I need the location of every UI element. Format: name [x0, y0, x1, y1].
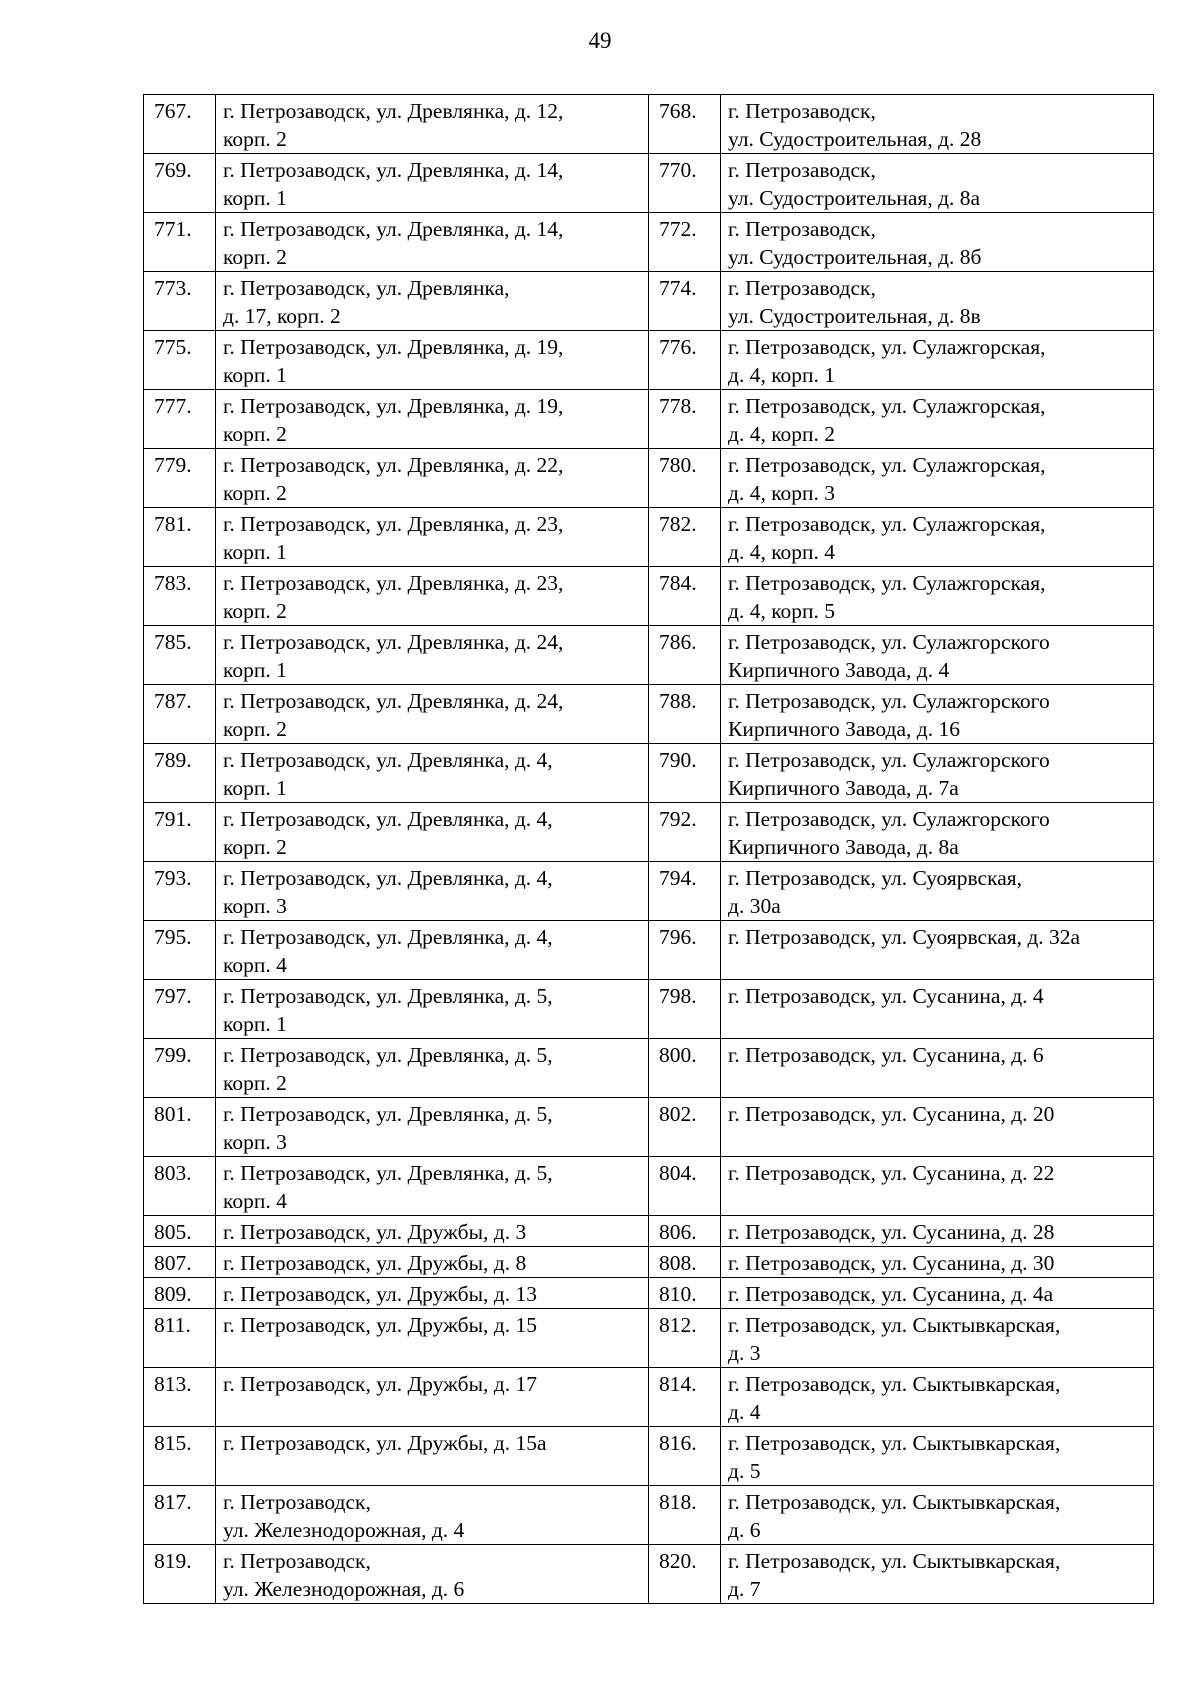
entry-number-cell: 816.	[649, 1427, 721, 1486]
entry-number-cell: 801.	[144, 1098, 216, 1157]
address-cell: г. Петрозаводск, ул. Древлянка, д. 4, корп. 4	[216, 921, 649, 980]
entry-number-cell: 780.	[649, 449, 721, 508]
address-cell: г. Петрозаводск, ул. Сулажгорская, д. 4, корп. 2	[721, 390, 1154, 449]
entry-number-cell: 782.	[649, 508, 721, 567]
entry-number-cell: 794.	[649, 862, 721, 921]
address-cell: г. Петрозаводск, ул. Древлянка, д. 14, корп. 2	[216, 213, 649, 272]
entry-number-cell: 777.	[144, 390, 216, 449]
address-cell: г. Петрозаводск, ул. Сусанина, д. 22	[721, 1157, 1154, 1216]
entry-number-cell: 804.	[649, 1157, 721, 1216]
entry-number-cell: 815.	[144, 1427, 216, 1486]
address-cell: г. Петрозаводск, ул. Железнодорожная, д. 6	[216, 1545, 649, 1604]
entry-number-cell: 791.	[144, 803, 216, 862]
entry-number-cell: 781.	[144, 508, 216, 567]
address-cell: г. Петрозаводск, ул. Дружбы, д. 15	[216, 1309, 649, 1368]
address-cell: г. Петрозаводск, ул. Судостроительная, д. 8б	[721, 213, 1154, 272]
address-cell: г. Петрозаводск, ул. Судостроительная, д. 8а	[721, 154, 1154, 213]
entry-number-cell: 787.	[144, 685, 216, 744]
address-table-body	[144, 95, 1154, 1604]
table-row	[144, 390, 1154, 449]
entry-number-cell: 796.	[649, 921, 721, 980]
entry-number-cell: 773.	[144, 272, 216, 331]
table-row	[144, 803, 1154, 862]
entry-number-cell: 798.	[649, 980, 721, 1039]
address-cell: г. Петрозаводск, ул. Древлянка, д. 5, корп. 1	[216, 980, 649, 1039]
table-row	[144, 626, 1154, 685]
address-table	[143, 94, 1154, 1604]
address-cell: г. Петрозаводск, ул. Сусанина, д. 4	[721, 980, 1154, 1039]
address-cell: г. Петрозаводск, ул. Суоярвская, д. 32а	[721, 921, 1154, 980]
entry-number-cell: 809.	[144, 1278, 216, 1309]
address-cell: г. Петрозаводск, ул. Железнодорожная, д. 4	[216, 1486, 649, 1545]
table-row	[144, 1216, 1154, 1247]
address-cell: г. Петрозаводск, ул. Древлянка, д. 23, корп. 1	[216, 508, 649, 567]
address-cell: г. Петрозаводск, ул. Древлянка, д. 19, корп. 2	[216, 390, 649, 449]
table-row	[144, 1098, 1154, 1157]
table-row	[144, 1486, 1154, 1545]
address-cell: г. Петрозаводск, ул. Сусанина, д. 30	[721, 1247, 1154, 1278]
address-cell: г. Петрозаводск, ул. Сусанина, д. 20	[721, 1098, 1154, 1157]
table-row	[144, 685, 1154, 744]
entry-number-cell: 771.	[144, 213, 216, 272]
table-row	[144, 1157, 1154, 1216]
entry-number-cell: 779.	[144, 449, 216, 508]
entry-number-cell: 820.	[649, 1545, 721, 1604]
entry-number-cell: 810.	[649, 1278, 721, 1309]
address-cell: г. Петрозаводск, ул. Древлянка, д. 4, корп. 2	[216, 803, 649, 862]
page-number: 49	[588, 28, 612, 53]
address-cell: г. Петрозаводск, ул. Древлянка, д. 5, корп. 4	[216, 1157, 649, 1216]
entry-number-cell: 813.	[144, 1368, 216, 1427]
address-cell: г. Петрозаводск, ул. Древлянка, д. 23, корп. 2	[216, 567, 649, 626]
entry-number-cell: 808.	[649, 1247, 721, 1278]
entry-number-cell: 811.	[144, 1309, 216, 1368]
entry-number-cell: 793.	[144, 862, 216, 921]
entry-number-cell: 770.	[649, 154, 721, 213]
address-cell: г. Петрозаводск, ул. Сулажгорского Кирпичного Завода, д. 16	[721, 685, 1154, 744]
entry-number-cell: 788.	[649, 685, 721, 744]
table-row	[144, 980, 1154, 1039]
address-cell: г. Петрозаводск, ул. Древлянка, д. 4, корп. 1	[216, 744, 649, 803]
entry-number-cell: 806.	[649, 1216, 721, 1247]
address-cell: г. Петрозаводск, ул. Древлянка, д. 22, корп. 2	[216, 449, 649, 508]
entry-number-cell: 803.	[144, 1157, 216, 1216]
entry-number-cell: 817.	[144, 1486, 216, 1545]
address-cell: г. Петрозаводск, ул. Древлянка, д. 17, корп. 2	[216, 272, 649, 331]
address-cell: г. Петрозаводск, ул. Сусанина, д. 4а	[721, 1278, 1154, 1309]
entry-number-cell: 778.	[649, 390, 721, 449]
table-row	[144, 272, 1154, 331]
address-cell: г. Петрозаводск, ул. Дружбы, д. 17	[216, 1368, 649, 1427]
address-cell: г. Петрозаводск, ул. Сыктывкарская, д. 3	[721, 1309, 1154, 1368]
address-cell: г. Петрозаводск, ул. Дружбы, д. 3	[216, 1216, 649, 1247]
address-cell: г. Петрозаводск, ул. Древлянка, д. 19, корп. 1	[216, 331, 649, 390]
entry-number-cell: 799.	[144, 1039, 216, 1098]
table-row	[144, 213, 1154, 272]
table-row	[144, 921, 1154, 980]
entry-number-cell: 785.	[144, 626, 216, 685]
entry-number-cell: 792.	[649, 803, 721, 862]
entry-number-cell: 790.	[649, 744, 721, 803]
address-cell: г. Петрозаводск, ул. Дружбы, д. 13	[216, 1278, 649, 1309]
entry-number-cell: 800.	[649, 1039, 721, 1098]
entry-number-cell: 774.	[649, 272, 721, 331]
address-cell: г. Петрозаводск, ул. Древлянка, д. 4, корп. 3	[216, 862, 649, 921]
entry-number-cell: 812.	[649, 1309, 721, 1368]
address-cell: г. Петрозаводск, ул. Сулажгорская, д. 4, корп. 1	[721, 331, 1154, 390]
table-row	[144, 1427, 1154, 1486]
address-cell: г. Петрозаводск, ул. Сулажгорского Кирпичного Завода, д. 7а	[721, 744, 1154, 803]
address-cell: г. Петрозаводск, ул. Сулажгорского Кирпичного Завода, д. 4	[721, 626, 1154, 685]
table-row	[144, 1247, 1154, 1278]
table-row	[144, 1309, 1154, 1368]
entry-number-cell: 807.	[144, 1247, 216, 1278]
address-cell: г. Петрозаводск, ул. Дружбы, д. 15а	[216, 1427, 649, 1486]
table-row	[144, 95, 1154, 154]
entry-number-cell: 784.	[649, 567, 721, 626]
table-row	[144, 744, 1154, 803]
entry-number-cell: 795.	[144, 921, 216, 980]
address-cell: г. Петрозаводск, ул. Дружбы, д. 8	[216, 1247, 649, 1278]
entry-number-cell: 783.	[144, 567, 216, 626]
table-row	[144, 567, 1154, 626]
entry-number-cell: 776.	[649, 331, 721, 390]
address-cell: г. Петрозаводск, ул. Суоярвская, д. 30а	[721, 862, 1154, 921]
address-cell: г. Петрозаводск, ул. Сусанина, д. 6	[721, 1039, 1154, 1098]
entry-number-cell: 814.	[649, 1368, 721, 1427]
table-row	[144, 508, 1154, 567]
entry-number-cell: 775.	[144, 331, 216, 390]
address-cell: г. Петрозаводск, ул. Судостроительная, д. 8в	[721, 272, 1154, 331]
address-cell: г. Петрозаводск, ул. Судостроительная, д. 28	[721, 95, 1154, 154]
table-row	[144, 1545, 1154, 1604]
table-row	[144, 449, 1154, 508]
address-cell: г. Петрозаводск, ул. Древлянка, д. 5, корп. 2	[216, 1039, 649, 1098]
address-cell: г. Петрозаводск, ул. Сулажгорская, д. 4, корп. 4	[721, 508, 1154, 567]
address-cell: г. Петрозаводск, ул. Древлянка, д. 24, корп. 2	[216, 685, 649, 744]
entry-number-cell: 819.	[144, 1545, 216, 1604]
entry-number-cell: 769.	[144, 154, 216, 213]
address-cell: г. Петрозаводск, ул. Сыктывкарская, д. 4	[721, 1368, 1154, 1427]
entry-number-cell: 797.	[144, 980, 216, 1039]
entry-number-cell: 789.	[144, 744, 216, 803]
address-cell: г. Петрозаводск, ул. Древлянка, д. 5, корп. 3	[216, 1098, 649, 1157]
entry-number-cell: 786.	[649, 626, 721, 685]
address-cell: г. Петрозаводск, ул. Сыктывкарская, д. 7	[721, 1545, 1154, 1604]
address-cell: г. Петрозаводск, ул. Сулажгорская, д. 4, корп. 5	[721, 567, 1154, 626]
entry-number-cell: 818.	[649, 1486, 721, 1545]
address-cell: г. Петрозаводск, ул. Сулажгорского Кирпичного Завода, д. 8а	[721, 803, 1154, 862]
table-row	[144, 331, 1154, 390]
table-row	[144, 1278, 1154, 1309]
address-cell: г. Петрозаводск, ул. Сыктывкарская, д. 6	[721, 1486, 1154, 1545]
table-row	[144, 1039, 1154, 1098]
address-cell: г. Петрозаводск, ул. Древлянка, д. 14, корп. 1	[216, 154, 649, 213]
address-cell: г. Петрозаводск, ул. Древлянка, д. 12, корп. 2	[216, 95, 649, 154]
address-cell: г. Петрозаводск, ул. Сулажгорская, д. 4, корп. 3	[721, 449, 1154, 508]
entry-number-cell: 767.	[144, 95, 216, 154]
address-cell: г. Петрозаводск, ул. Сыктывкарская, д. 5	[721, 1427, 1154, 1486]
entry-number-cell: 772.	[649, 213, 721, 272]
table-row	[144, 154, 1154, 213]
entry-number-cell: 768.	[649, 95, 721, 154]
entry-number-cell: 802.	[649, 1098, 721, 1157]
address-cell: г. Петрозаводск, ул. Сусанина, д. 28	[721, 1216, 1154, 1247]
table-row	[144, 862, 1154, 921]
table-row	[144, 1368, 1154, 1427]
entry-number-cell: 805.	[144, 1216, 216, 1247]
address-cell: г. Петрозаводск, ул. Древлянка, д. 24, корп. 1	[216, 626, 649, 685]
